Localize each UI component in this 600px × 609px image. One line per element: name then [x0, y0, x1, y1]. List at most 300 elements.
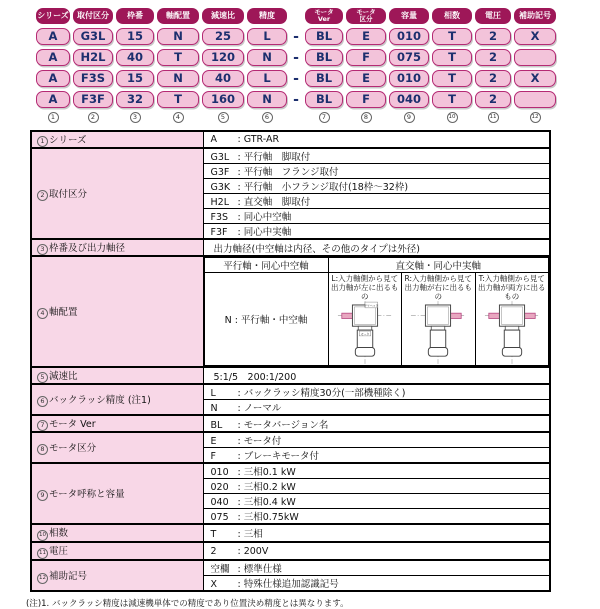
- spec-desc: 平行軸 フランジ取付: [243, 167, 339, 178]
- model-cell-shaft: [157, 91, 199, 108]
- position-number-icon: 11: [37, 548, 48, 559]
- spec-desc: 200V: [243, 545, 269, 557]
- spec-label-cell: 4 軸配置: [31, 256, 203, 367]
- position-number-icon: 11: [488, 112, 499, 123]
- spec-code: T: [210, 529, 217, 540]
- spec-desc: 出力軸径(中空軸は内径、その他のタイプは外径): [213, 243, 420, 255]
- spec-value-cell: [203, 479, 550, 494]
- spec-value-cell: [203, 131, 550, 148]
- header-badge-mount: 取付区分: [73, 8, 113, 24]
- spec-code: F: [210, 451, 216, 462]
- code-box-motor-ver: BL: [305, 91, 343, 108]
- spec-code: 2: [210, 545, 217, 557]
- spec-label-cell: 5 減速比: [31, 367, 203, 384]
- model-cell-phase: [432, 49, 472, 66]
- position-number-icon: 10: [37, 530, 48, 541]
- spec-colon: :: [237, 564, 241, 575]
- shaft-variant-R-cell: [402, 273, 476, 366]
- code-box-aux: [514, 49, 556, 66]
- position-number-icon: 1: [37, 136, 48, 147]
- model-cell-phase: [432, 28, 472, 45]
- header-badge-line: Ver: [317, 15, 331, 23]
- position-number-icon: 4: [37, 308, 48, 319]
- code-box-motor-ver: BL: [305, 28, 343, 45]
- spec-value-cell: [203, 164, 550, 179]
- model-cell-motor-ver: [305, 28, 343, 45]
- column-ratio: [202, 8, 244, 24]
- code-box-precision: L: [247, 70, 287, 87]
- spec-label-cell: 7 モータ Ver: [31, 415, 203, 432]
- spec-colon: :: [237, 512, 241, 523]
- header-badge-motor-kubun: [346, 8, 386, 24]
- model-cell-mount: [73, 49, 113, 66]
- model-row: [36, 91, 600, 108]
- spec-value-cell: [203, 367, 550, 384]
- spec-colon: :: [237, 482, 241, 493]
- column-capacity: [389, 8, 429, 24]
- spec-code: L: [210, 388, 216, 399]
- shaft-arrangement-cell: [203, 256, 550, 367]
- spec-code: A: [210, 134, 217, 145]
- code-box-series: A: [36, 70, 70, 87]
- spec-code: F3F: [210, 227, 228, 238]
- spec-code: N: [210, 403, 218, 414]
- spec-desc: モータ付: [243, 436, 282, 447]
- spec-desc: 三相0.1 kW: [243, 467, 296, 478]
- position-number-cell: [389, 112, 429, 123]
- shaft-variant-content: [402, 273, 475, 365]
- position-number-icon: 9: [37, 490, 48, 501]
- svg-text:モータ: モータ: [360, 331, 370, 336]
- model-cell-shaft: [157, 49, 199, 66]
- spec-row: [31, 148, 550, 164]
- spec-desc: 三相0.4 kW: [243, 497, 296, 508]
- code-box-mount: H2L: [73, 49, 113, 66]
- spec-code: X: [210, 579, 218, 590]
- model-cell-capacity: [389, 70, 429, 87]
- spec-code: BL: [210, 419, 223, 431]
- spec-desc: 特殊仕様追加認識記号: [243, 579, 339, 590]
- spec-label-cell: 8 モータ区分: [31, 432, 203, 463]
- code-box-motor-kubun: E: [346, 28, 386, 45]
- spec-colon: :: [237, 227, 241, 238]
- model-cell-aux: [514, 49, 556, 66]
- spec-label-cell: 11 電圧: [31, 542, 203, 560]
- column-series: [36, 8, 70, 24]
- shaft-header-row: [204, 258, 549, 273]
- shaft-header-parallel: 平行軸・同心中空軸: [204, 258, 328, 273]
- model-cell-dash: [290, 29, 302, 45]
- shaft-arrangement-table: [204, 257, 550, 366]
- spec-row: [31, 384, 550, 400]
- svg-text:ギヤヘッド: ギヤヘッド: [363, 303, 379, 308]
- model-cell-aux: [514, 28, 556, 45]
- spec-colon: :: [237, 419, 241, 431]
- header-badge-motor-ver: [305, 8, 343, 24]
- header-badge-capacity: 容量: [389, 8, 429, 24]
- code-box-voltage: 2: [475, 91, 511, 108]
- shaft-body-row: [204, 273, 549, 366]
- code-box-series: A: [36, 49, 70, 66]
- position-number-icon: 3: [130, 112, 141, 123]
- model-cell-ratio: [202, 28, 244, 45]
- code-box-precision: N: [247, 91, 287, 108]
- model-cell-series: [36, 49, 70, 66]
- position-number-cell: [305, 112, 343, 123]
- position-number-cell: [514, 112, 556, 123]
- position-number-icon: 12: [37, 573, 48, 584]
- model-cell-motor-kubun: [346, 49, 386, 66]
- position-number-icon: 6: [37, 396, 48, 407]
- shaft-code-n-cell: N : 平行軸・中空軸: [204, 273, 328, 366]
- shaft-variant-desc: L:入力軸側から見て出力軸が左に出るもの: [331, 274, 399, 301]
- spec-row-shaft: [31, 256, 550, 367]
- spec-row: [31, 432, 550, 448]
- position-number-icon: 12: [530, 112, 541, 123]
- dash-separator: -: [293, 91, 299, 108]
- code-box-ratio: 25: [202, 28, 244, 45]
- position-number-icon: 7: [319, 112, 330, 123]
- code-box-frame: 40: [116, 49, 154, 66]
- header-badge-aux: 補助記号: [514, 8, 556, 24]
- position-number-cell: [202, 112, 244, 123]
- column-motor-kubun: [346, 8, 386, 24]
- spec-colon: :: [237, 152, 241, 163]
- position-number-row: [36, 112, 600, 123]
- spec-desc: 標準仕様: [243, 564, 282, 575]
- spec-code: 075: [210, 512, 229, 523]
- spec-code: 010: [210, 467, 229, 478]
- model-row: [36, 28, 600, 45]
- header-badge-ratio: 減速比: [202, 8, 244, 24]
- shaft-variant-content: [476, 273, 549, 365]
- spec-code: G3F: [210, 167, 230, 178]
- spec-label-cell: 6 バックラッシ精度 (注1): [31, 384, 203, 415]
- spec-colon: :: [237, 134, 241, 145]
- code-box-ratio: 40: [202, 70, 244, 87]
- spec-code: E: [210, 436, 217, 447]
- spec-value-cell: [203, 509, 550, 525]
- spec-row: [31, 542, 550, 560]
- code-box-capacity: 075: [389, 49, 429, 66]
- model-cell-frame: [116, 70, 154, 87]
- position-number-icon: 2: [37, 190, 48, 201]
- spec-row: [31, 367, 550, 384]
- code-box-frame: 15: [116, 28, 154, 45]
- spec-label-cell: 12 補助記号: [31, 560, 203, 591]
- model-cell-voltage: [475, 70, 511, 87]
- position-number-icon: 7: [37, 420, 48, 431]
- spec-value-cell: [203, 239, 550, 256]
- model-cell-mount: [73, 91, 113, 108]
- model-cell-motor-kubun: [346, 28, 386, 45]
- spec-code: 空欄: [210, 564, 230, 575]
- column-phase: [432, 8, 472, 24]
- code-box-voltage: 2: [475, 28, 511, 45]
- column-voltage: [475, 8, 511, 24]
- model-cell-precision: [247, 49, 287, 66]
- code-box-motor-ver: BL: [305, 70, 343, 87]
- model-cell-voltage: [475, 91, 511, 108]
- model-cell-frame: [116, 49, 154, 66]
- spec-row: [31, 415, 550, 432]
- model-cell-precision: [247, 28, 287, 45]
- position-number-cell: [36, 112, 70, 123]
- model-cell-mount: [73, 28, 113, 45]
- code-box-mount: F3F: [73, 91, 113, 108]
- header-badge-line: モータ: [314, 8, 334, 16]
- header-badge-series: シリーズ: [36, 8, 70, 24]
- model-cell-shaft: [157, 28, 199, 45]
- model-cell-capacity: [389, 49, 429, 66]
- code-box-aux: [514, 91, 556, 108]
- spec-colon: :: [237, 212, 241, 223]
- code-box-shaft: T: [157, 49, 199, 66]
- code-box-motor-kubun: F: [346, 49, 386, 66]
- column-aux: [514, 8, 556, 24]
- spec-value-cell: [203, 194, 550, 209]
- model-number-table: [36, 8, 600, 123]
- spec-desc: 平行軸 脚取付: [243, 152, 311, 163]
- column-shaft: [157, 8, 199, 24]
- shaft-variant-L-cell: [328, 273, 402, 366]
- position-number-cell: [475, 112, 511, 123]
- position-number-cell: [432, 112, 472, 123]
- spec-desc: 同心中空軸: [243, 212, 292, 223]
- code-box-phase: T: [432, 91, 472, 108]
- position-number-icon: 10: [447, 112, 458, 123]
- code-box-ratio: 120: [202, 49, 244, 66]
- model-cell-precision: [247, 91, 287, 108]
- model-cell-dash: [290, 50, 302, 66]
- code-box-voltage: 2: [475, 49, 511, 66]
- header-badge-phase: 相数: [432, 8, 472, 24]
- shaft-variant-content: [329, 273, 402, 365]
- shaft-variant-T-cell: [475, 273, 549, 366]
- position-number-cell: [346, 112, 386, 123]
- shaft-arrangement-diagram-R: [409, 301, 467, 365]
- spec-desc: 三相0.2 kW: [243, 482, 296, 493]
- code-box-mount: F3S: [73, 70, 113, 87]
- model-row: [36, 49, 600, 66]
- spec-desc: バックラッシ精度30分(一部機種除く): [243, 388, 406, 399]
- model-cell-dash: [290, 92, 302, 108]
- spec-label-cell: 9 モータ呼称と容量: [31, 463, 203, 524]
- code-box-phase: T: [432, 28, 472, 45]
- spec-value-cell: [203, 448, 550, 464]
- code-box-series: A: [36, 28, 70, 45]
- column-precision: [247, 8, 287, 24]
- shaft-variant-desc: R:入力軸側から見て出力軸が右に出るもの: [404, 274, 472, 301]
- spec-value-cell: [203, 524, 550, 542]
- spec-value-cell: [203, 494, 550, 509]
- header-badge-line: 区分: [359, 15, 373, 23]
- spec-colon: :: [237, 497, 241, 508]
- code-box-shaft: N: [157, 28, 199, 45]
- code-box-shaft: N: [157, 70, 199, 87]
- code-box-series: A: [36, 91, 70, 108]
- model-cell-frame: [116, 91, 154, 108]
- spec-desc: モータバージョン名: [243, 419, 329, 431]
- spec-value-cell: [203, 463, 550, 479]
- position-number-icon: 5: [218, 112, 229, 123]
- code-box-ratio: 160: [202, 91, 244, 108]
- spec-desc: 直交軸 脚取付: [243, 197, 311, 208]
- spec-colon: :: [237, 467, 241, 478]
- spec-colon: :: [237, 436, 241, 447]
- shaft-variant-desc: T:入力軸側から見て出力軸が両方に出るもの: [478, 274, 546, 301]
- model-cell-dash: [290, 71, 302, 87]
- spec-desc: 三相0.75kW: [243, 512, 299, 523]
- spec-desc: 同心中実軸: [243, 227, 292, 238]
- model-cell-motor-kubun: [346, 91, 386, 108]
- code-box-frame: 32: [116, 91, 154, 108]
- model-cell-phase: [432, 70, 472, 87]
- spec-row: [31, 239, 550, 256]
- code-box-capacity: 040: [389, 91, 429, 108]
- spec-value-cell: [203, 148, 550, 164]
- code-box-capacity: 010: [389, 28, 429, 45]
- spec-desc: 平行軸 小フランジ取付(18枠～32枠): [243, 182, 409, 193]
- model-row: [36, 70, 600, 87]
- model-cell-capacity: [389, 28, 429, 45]
- model-cell-motor-kubun: [346, 70, 386, 87]
- position-number-icon: 3: [37, 244, 48, 255]
- code-box-motor-ver: BL: [305, 49, 343, 66]
- model-cell-aux: [514, 91, 556, 108]
- code-box-motor-kubun: E: [346, 70, 386, 87]
- code-box-mount: G3L: [73, 28, 113, 45]
- code-box-aux: X: [514, 70, 556, 87]
- spec-desc: ノーマル: [243, 403, 282, 414]
- model-cell-voltage: [475, 28, 511, 45]
- model-cell-series: [36, 91, 70, 108]
- spec-colon: :: [237, 451, 241, 462]
- model-cell-capacity: [389, 91, 429, 108]
- code-box-shaft: T: [157, 91, 199, 108]
- spec-desc: ブレーキモータ付: [243, 451, 319, 462]
- header-badge-precision: 精度: [247, 8, 287, 24]
- spec-value-cell: [203, 400, 550, 416]
- spec-colon: :: [237, 167, 241, 178]
- position-number-cell: [157, 112, 199, 123]
- spec-label-cell: 2 取付区分: [31, 148, 203, 239]
- position-number-icon: 9: [404, 112, 415, 123]
- model-cell-ratio: [202, 49, 244, 66]
- code-box-phase: T: [432, 70, 472, 87]
- spec-code: H2L: [210, 197, 229, 208]
- model-cell-series: [36, 70, 70, 87]
- spec-desc: 三相: [243, 529, 263, 540]
- model-cell-frame: [116, 28, 154, 45]
- model-cell-precision: [247, 70, 287, 87]
- model-cell-motor-ver: [305, 91, 343, 108]
- code-box-motor-kubun: F: [346, 91, 386, 108]
- spec-code: G3L: [210, 152, 230, 163]
- model-cell-ratio: [202, 91, 244, 108]
- spec-colon: :: [237, 529, 241, 540]
- code-box-aux: X: [514, 28, 556, 45]
- spec-value-cell: [203, 179, 550, 194]
- dash-separator: -: [293, 49, 299, 66]
- spec-label-cell: 3 枠番及び出力軸径: [31, 239, 203, 256]
- spec-row: [31, 560, 550, 576]
- position-number-cell: [247, 112, 287, 123]
- spec-code: 040: [210, 497, 229, 508]
- model-cell-mount: [73, 70, 113, 87]
- position-number-icon: 1: [48, 112, 59, 123]
- model-cell-ratio: [202, 70, 244, 87]
- spec-colon: :: [237, 197, 241, 208]
- spec-colon: :: [237, 403, 241, 414]
- dash-separator: -: [293, 70, 299, 87]
- position-number-icon: 8: [361, 112, 372, 123]
- position-number-cell: [116, 112, 154, 123]
- model-cell-series: [36, 28, 70, 45]
- dash-separator: -: [293, 28, 299, 45]
- spec-row: [31, 131, 550, 148]
- code-box-precision: L: [247, 28, 287, 45]
- spec-label-cell: 10 相数: [31, 524, 203, 542]
- spec-code: F3S: [210, 212, 229, 223]
- spec-colon: :: [237, 388, 241, 399]
- position-number-icon: 8: [37, 444, 48, 455]
- spec-row: [31, 524, 550, 542]
- spec-code: G3K: [210, 182, 231, 193]
- shaft-arrangement-diagram-T: [483, 301, 541, 365]
- spec-value-cell: [203, 432, 550, 448]
- column-motor-ver: [305, 8, 343, 24]
- header-badge-line: モータ: [356, 8, 376, 16]
- spec-desc: GTR-AR: [243, 134, 280, 145]
- position-number-icon: 2: [88, 112, 99, 123]
- code-box-frame: 15: [116, 70, 154, 87]
- spec-desc: 5:1/5 200:1/200: [213, 371, 297, 383]
- spec-value-cell: [203, 384, 550, 400]
- spec-label-cell: 1 シリーズ: [31, 131, 203, 148]
- spec-table: [30, 130, 551, 592]
- spec-value-cell: [203, 415, 550, 432]
- code-box-voltage: 2: [475, 70, 511, 87]
- spec-colon: :: [237, 579, 241, 590]
- shaft-arrangement-diagram-L: [336, 301, 394, 365]
- spec-colon: :: [237, 545, 241, 557]
- spec-colon: :: [237, 182, 241, 193]
- position-number-icon: 5: [37, 372, 48, 383]
- spec-value-cell: [203, 542, 550, 560]
- spec-value-cell: [203, 576, 550, 592]
- position-number-icon: 4: [173, 112, 184, 123]
- spec-value-cell: [203, 560, 550, 576]
- column-mount: [73, 8, 113, 24]
- model-cell-phase: [432, 91, 472, 108]
- code-box-capacity: 010: [389, 70, 429, 87]
- footnote: (注)1. バックラッシ精度は減速機単体での精度であり位置決め精度とは異なります。: [26, 599, 349, 609]
- shaft-header-orthogonal: 直交軸・同心中実軸: [328, 258, 549, 273]
- header-badge-frame: 枠番: [116, 8, 154, 24]
- model-header-row: [36, 8, 600, 24]
- model-cell-motor-ver: [305, 49, 343, 66]
- position-number-icon: 6: [262, 112, 273, 123]
- spec-row: [31, 463, 550, 479]
- header-badge-shaft: 軸配置: [157, 8, 199, 24]
- model-cell-motor-ver: [305, 70, 343, 87]
- position-number-cell: [73, 112, 113, 123]
- spec-code: 020: [210, 482, 229, 493]
- spec-value-cell: [203, 209, 550, 224]
- header-badge-voltage: 電圧: [475, 8, 511, 24]
- spec-value-cell: [203, 224, 550, 240]
